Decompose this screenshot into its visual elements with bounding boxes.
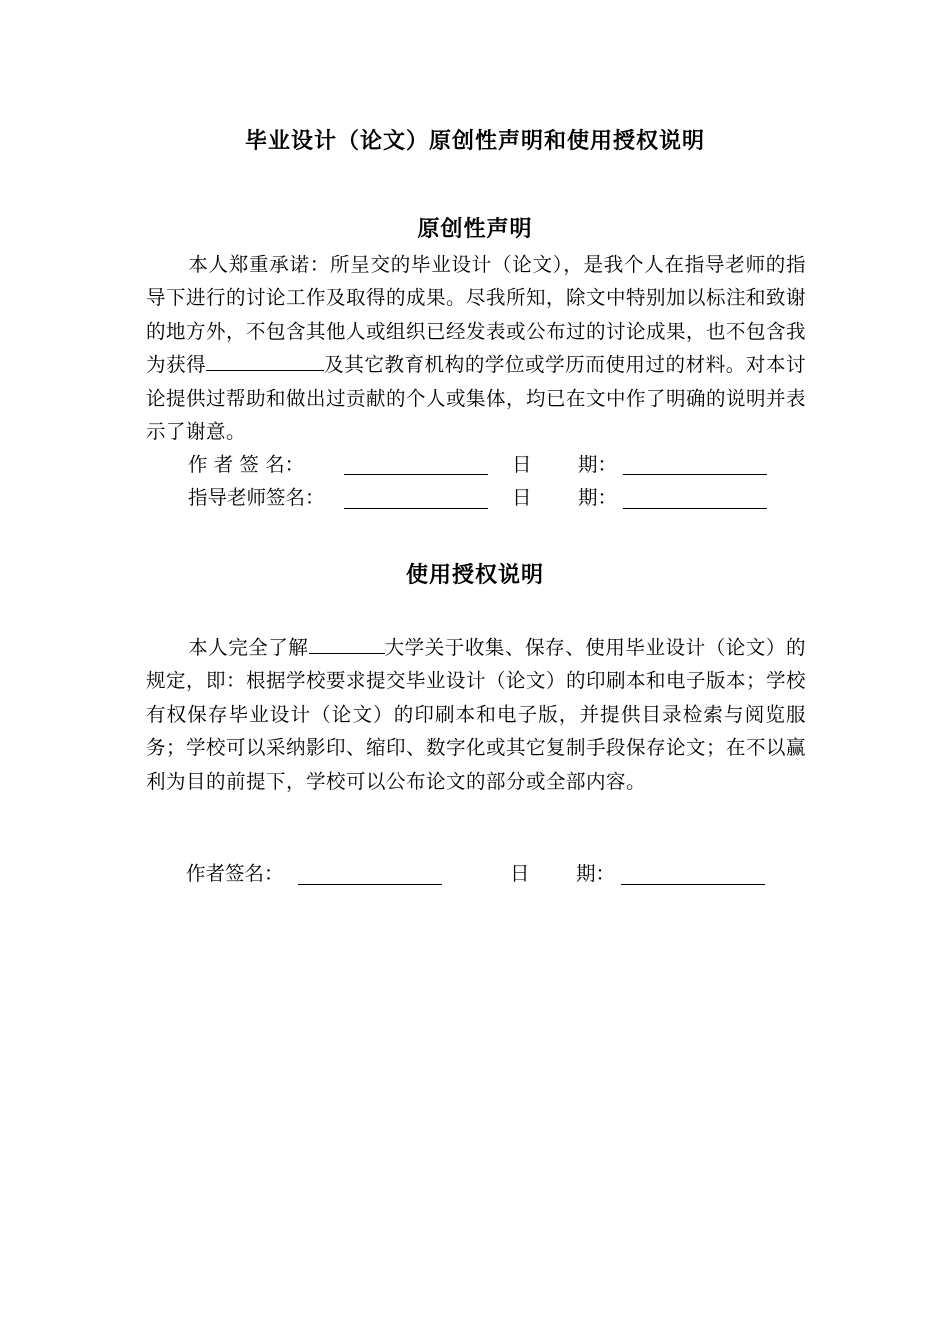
authorization-paragraph — [146, 631, 806, 798]
auth-date-label-b: 期： — [576, 862, 616, 885]
date-label-1a: 日 — [512, 453, 532, 476]
date-label-1b: 期： — [578, 453, 618, 476]
originality-text-part2: 及其它教育机构的学位或学历而使用过的材料。对本讨论提供过帮助和做出过贡献的个人或集体，均已在文中作了明确的说明并表示了谢意。 — [146, 353, 807, 444]
authorization-text-part1: 本人完全了解 — [188, 636, 309, 659]
advisor-date-line — [623, 508, 767, 509]
auth-date-label-a: 日 — [510, 862, 530, 885]
auth-date-line — [621, 884, 765, 885]
author-date-line — [623, 474, 767, 475]
originality-heading: 原创性声明 — [417, 217, 533, 242]
author-signature-line — [344, 474, 488, 475]
document-title: 毕业设计（论文）原创性声明和使用授权说明 — [244, 129, 705, 154]
date-label-2a: 日 — [512, 486, 532, 509]
authorization-text-part2: 大学关于收集、保存、使用毕业设计（论文）的规定，即：根据学校要求提交毕业设计（论文）的印刷本和电子版本；学校有权保存毕业设计（论文）的印刷本和电子版，并提供目录检索与阅览服务；学校可以采纳影印、缩印、数字化或其它复制手段保存论文；在不以赢利为目的前提下，学校可以公布论文的部分或全部内容。 — [146, 636, 807, 793]
date-label-2b: 期： — [578, 486, 618, 509]
originality-text-part1: 本人郑重承诺：所呈交的毕业设计（论文），是我个人在指导老师的指导下进行的讨论工作及取得的成果。尽我所知，除文中特别加以标注和致谢的地方外，不包含其他人或组织已经发表或公布过的讨论成果，也不包含我为获得 — [146, 253, 807, 377]
auth-author-signature-label: 作者签名： — [186, 862, 284, 885]
originality-paragraph — [146, 248, 806, 448]
institution-blank — [206, 352, 324, 371]
university-blank — [309, 635, 385, 654]
auth-author-signature-line — [298, 884, 442, 885]
author-signature-label: 作 者 签 名： — [188, 453, 305, 476]
authorization-heading: 使用授权说明 — [405, 563, 544, 588]
advisor-signature-label: 指导老师签名： — [188, 486, 325, 509]
advisor-signature-line — [344, 508, 488, 509]
